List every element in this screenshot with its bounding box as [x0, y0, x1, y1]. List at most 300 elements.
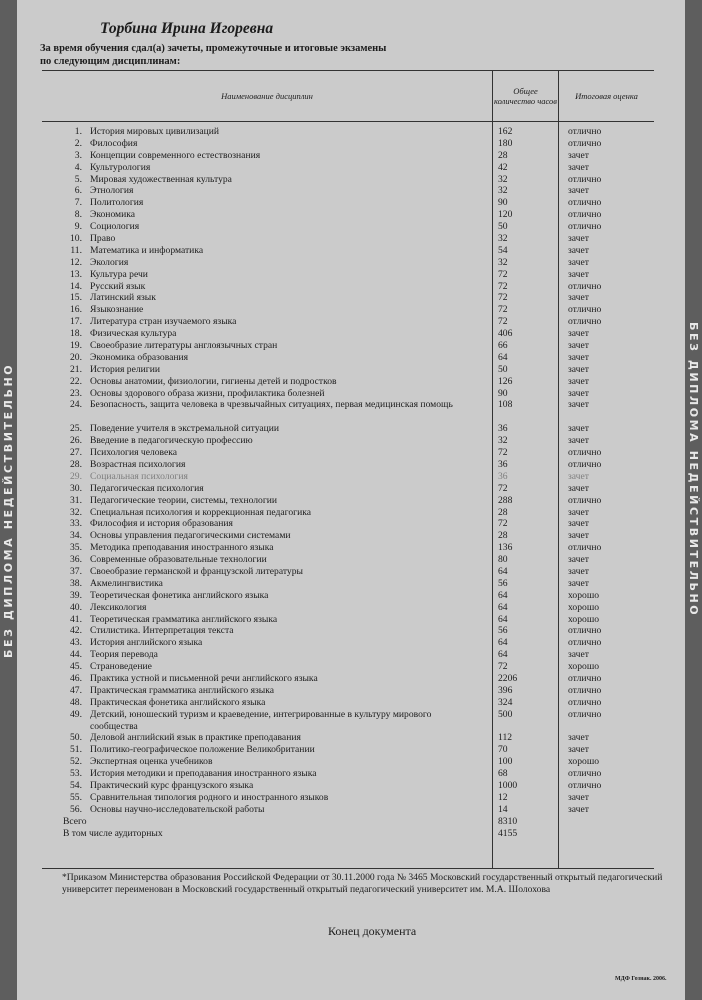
grade-value: зачет — [568, 161, 589, 173]
row-number: 19. — [70, 340, 82, 352]
disciplines-table — [42, 70, 654, 869]
hours-value: 64 — [498, 649, 508, 661]
discipline-name: Концепции современного естествознания — [90, 149, 261, 161]
row-number: 33. — [70, 518, 82, 530]
hours-value: 70 — [498, 744, 508, 756]
hours-value: 80 — [498, 554, 508, 566]
discipline-name: Экономика образования — [90, 351, 189, 363]
hours-value: 28 — [498, 530, 508, 542]
grade-value: отлично — [568, 137, 602, 149]
grade-value: хорошо — [568, 589, 600, 601]
discipline-name: Философия — [90, 137, 138, 149]
hours-value: 64 — [498, 601, 508, 613]
table-row — [42, 614, 654, 626]
hours-value: 12 — [498, 791, 508, 803]
row-number: 8. — [74, 209, 82, 221]
discipline-name: Современные образовательные технологии — [90, 554, 267, 566]
discipline-name: Сравнительная типология родного и иностранного языков — [90, 791, 329, 803]
hours-value: 28 — [498, 149, 508, 161]
total-hours: 8310 — [498, 815, 518, 827]
discipline-name: Языкознание — [90, 304, 144, 316]
table-row — [42, 685, 654, 697]
discipline-name: Теоретическая грамматика английского языка — [90, 613, 278, 625]
table-row — [42, 697, 654, 709]
table-row — [42, 292, 654, 304]
discipline-name: Основы здорового образа жизни, профилактика болезней — [90, 387, 325, 399]
hours-value: 406 — [498, 328, 513, 340]
table-row — [42, 495, 654, 507]
hours-value: 36 — [498, 423, 508, 435]
table-row — [42, 174, 654, 186]
row-number: 28. — [70, 458, 82, 470]
row-number: 21. — [70, 363, 82, 375]
printer-mark: МДФ Гознак. 2006. — [615, 976, 667, 982]
table-row — [42, 780, 654, 792]
table-row — [42, 768, 654, 780]
table-body — [42, 126, 654, 839]
hours-value: 72 — [498, 518, 508, 530]
discipline-name: Политология — [90, 197, 144, 209]
hours-value: 36 — [498, 470, 508, 482]
discipline-name: Культурология — [90, 161, 151, 173]
table-row — [42, 197, 654, 209]
grade-value: отлично — [568, 684, 602, 696]
grade-value: отлично — [568, 197, 602, 209]
grade-value: зачет — [568, 149, 589, 161]
table-row — [42, 756, 654, 768]
grade-value: отлично — [568, 447, 602, 459]
row-number: 47. — [70, 684, 82, 696]
hours-value: 72 — [498, 292, 508, 304]
discipline-name: Экология — [90, 256, 129, 268]
hours-value: 64 — [498, 589, 508, 601]
row-number: 20. — [70, 351, 82, 363]
discipline-name: Латинский язык — [90, 292, 156, 304]
discipline-name: Своеобразие литературы англоязычных стран — [90, 340, 278, 352]
hours-value: 32 — [498, 185, 508, 197]
discipline-name: Безопасность, защита человека в чрезвычайных ситуациях, первая медицинская помощь — [90, 399, 453, 411]
table-row — [42, 435, 654, 447]
total-label: В том числе аудиторных — [63, 827, 163, 839]
hours-value: 162 — [498, 126, 513, 137]
left-security-strip — [0, 0, 17, 1000]
grade-value: зачет — [568, 233, 589, 245]
row-number: 49. — [70, 708, 82, 720]
grade-value: зачет — [568, 732, 589, 744]
table-row — [42, 150, 654, 162]
hours-value: 1000 — [498, 780, 518, 792]
grade-value: отлично — [568, 696, 602, 708]
discipline-name: Специальная психология и коррекционная педагогика — [90, 506, 312, 518]
table-row — [42, 625, 654, 637]
grade-value: отлично — [568, 494, 602, 506]
grade-value: зачет — [568, 268, 589, 280]
row-number: 23. — [70, 387, 82, 399]
table-row — [42, 459, 654, 471]
row-number: 14. — [70, 280, 82, 292]
table-row — [42, 471, 654, 483]
row-number: 54. — [70, 780, 82, 792]
hours-value: 2206 — [498, 672, 518, 684]
grade-value: зачет — [568, 435, 589, 447]
grade-value: зачет — [568, 387, 589, 399]
intro-line-2: по следующим дисциплинам: — [40, 56, 181, 67]
hours-value: 50 — [498, 221, 508, 233]
grade-value: зачет — [568, 351, 589, 363]
total-row — [42, 816, 654, 828]
hours-value: 180 — [498, 137, 513, 149]
discipline-name: Стилистика. Интерпретация текста — [90, 625, 234, 637]
discipline-name: Философия и история образования — [90, 518, 233, 530]
table-row — [42, 602, 654, 614]
hours-value: 72 — [498, 280, 508, 292]
table-row — [42, 590, 654, 602]
row-number: 12. — [70, 256, 82, 268]
hours-value: 100 — [498, 756, 513, 768]
row-number: 10. — [70, 233, 82, 245]
row-number: 37. — [70, 565, 82, 577]
end-of-document: Конец документа — [328, 924, 417, 938]
row-number: 56. — [70, 803, 82, 815]
grade-value: отлично — [568, 768, 602, 780]
table-row — [42, 447, 654, 459]
table-row — [42, 245, 654, 257]
hours-value: 120 — [498, 209, 513, 221]
discipline-name: История религии — [90, 363, 160, 375]
table-row — [42, 126, 654, 138]
discipline-name: Методика преподавания иностранного языка — [90, 542, 274, 554]
discipline-name: Мировая художественная культура — [90, 173, 232, 185]
discipline-name: Поведение учителя в экстремальной ситуации — [90, 423, 280, 435]
discipline-name: Право — [90, 233, 116, 245]
hours-value: 72 — [498, 268, 508, 280]
hours-value: 288 — [498, 494, 513, 506]
row-number: 55. — [70, 791, 82, 803]
discipline-name: Русский язык — [90, 280, 146, 292]
table-row — [42, 566, 654, 578]
hours-value: 64 — [498, 351, 508, 363]
student-name: Торбина Ирина Игоревна — [100, 20, 274, 37]
discipline-name: Основы анатомии, физиологии, гигиены детей и подростков — [90, 375, 337, 387]
table-row — [42, 221, 654, 233]
hours-value: 54 — [498, 244, 508, 256]
table-row — [42, 530, 654, 542]
grade-value: зачет — [568, 423, 589, 435]
table-row — [42, 364, 654, 376]
hours-value: 64 — [498, 613, 508, 625]
table-row — [42, 507, 654, 519]
grade-value: зачет — [568, 803, 589, 815]
row-number: 2. — [74, 137, 82, 149]
row-number: 40. — [70, 601, 82, 613]
hours-value: 72 — [498, 447, 508, 459]
hours-value: 72 — [498, 482, 508, 494]
hours-value: 90 — [498, 387, 508, 399]
header-divider — [42, 121, 654, 122]
hours-value: 32 — [498, 256, 508, 268]
discipline-name: Своеобразие германской и французской литературы — [90, 565, 303, 577]
discipline-name: Социология — [90, 221, 140, 233]
grade-value: зачет — [568, 470, 589, 482]
discipline-name: Литература стран изучаемого языка — [90, 316, 237, 328]
grade-value: отлично — [568, 708, 602, 720]
table-row — [42, 257, 654, 269]
grade-value: зачет — [568, 791, 589, 803]
table-row — [42, 185, 654, 197]
grade-value: отлично — [568, 209, 602, 221]
table-row — [42, 709, 654, 733]
header-discipline: Наименование дисциплин — [221, 91, 313, 101]
grade-value: отлично — [568, 672, 602, 684]
discipline-name: Этнология — [90, 185, 134, 197]
hours-value: 324 — [498, 696, 513, 708]
hours-value: 32 — [498, 173, 508, 185]
hours-value: 64 — [498, 637, 508, 649]
discipline-name: Культура речи — [90, 268, 148, 280]
right-security-strip — [685, 0, 702, 1000]
hours-value: 14 — [498, 803, 508, 815]
hours-value: 112 — [498, 732, 513, 744]
discipline-name: Психология человека — [90, 447, 178, 459]
intro-text — [40, 42, 386, 68]
grade-value: зачет — [568, 518, 589, 530]
grade-value: зачет — [568, 649, 589, 661]
row-number: 17. — [70, 316, 82, 328]
table-row — [42, 328, 654, 340]
row-number: 30. — [70, 482, 82, 494]
hours-value: 126 — [498, 375, 513, 387]
grade-value: зачет — [568, 292, 589, 304]
grade-value: хорошо — [568, 613, 600, 625]
table-row — [42, 732, 654, 744]
grade-value: зачет — [568, 530, 589, 542]
row-number: 16. — [70, 304, 82, 316]
total-row — [42, 828, 654, 840]
discipline-name: Математика и информатика — [90, 244, 204, 256]
grade-value: отлично — [568, 316, 602, 328]
discipline-name: Основы научно-исследовательской работы — [90, 803, 265, 815]
table-row — [42, 649, 654, 661]
table-row — [42, 637, 654, 649]
discipline-name: Лексикология — [90, 601, 147, 613]
grade-value: хорошо — [568, 661, 600, 673]
row-number: 15. — [70, 292, 82, 304]
hours-value: 90 — [498, 197, 508, 209]
right-strip-text: БЕЗ ДИПЛОМА НЕДЕЙСТВИТЕЛЬНО — [687, 322, 700, 618]
row-number: 36. — [70, 554, 82, 566]
discipline-name: Социальная психология — [90, 470, 188, 482]
table-row — [42, 233, 654, 245]
table-row — [42, 209, 654, 221]
table-row — [42, 388, 654, 400]
row-number: 34. — [70, 530, 82, 542]
row-number: 6. — [74, 185, 82, 197]
hours-value: 72 — [498, 304, 508, 316]
grade-value: зачет — [568, 565, 589, 577]
row-number: 51. — [70, 744, 82, 756]
row-number: 52. — [70, 756, 82, 768]
discipline-name: Страноведение — [90, 661, 152, 673]
hours-value: 72 — [498, 316, 508, 328]
hours-value: 56 — [498, 625, 508, 637]
discipline-name: Экономика — [90, 209, 136, 221]
row-number: 7. — [74, 197, 82, 209]
table-row — [42, 578, 654, 590]
total-hours: 4155 — [498, 827, 518, 839]
table-row — [42, 483, 654, 495]
row-number: 1. — [74, 126, 82, 137]
row-number: 53. — [70, 768, 82, 780]
hours-value: 42 — [498, 161, 508, 173]
discipline-name: Педагогическая психология — [90, 482, 204, 494]
hours-value: 32 — [498, 233, 508, 245]
discipline-name: Практика устной и письменной речи английского языка — [90, 672, 318, 684]
grade-value: зачет — [568, 328, 589, 340]
hours-value: 64 — [498, 565, 508, 577]
discipline-name: Практический курс французского языка — [90, 780, 254, 792]
row-number: 42. — [70, 625, 82, 637]
grade-value: отлично — [568, 126, 602, 137]
grade-value: хорошо — [568, 601, 600, 613]
discipline-name: История английского языка — [90, 637, 203, 649]
table-row — [42, 304, 654, 316]
grade-value: зачет — [568, 375, 589, 387]
row-number: 46. — [70, 672, 82, 684]
grade-value: зачет — [568, 256, 589, 268]
row-number: 31. — [70, 494, 82, 506]
row-number: 24. — [70, 399, 82, 411]
hours-value: 500 — [498, 708, 513, 720]
table-row — [42, 138, 654, 150]
table-row — [42, 352, 654, 364]
row-number: 4. — [74, 161, 82, 173]
hours-value: 136 — [498, 542, 513, 554]
hours-value: 36 — [498, 458, 508, 470]
grade-value: зачет — [568, 399, 589, 411]
table-row — [42, 554, 654, 566]
table-row — [42, 162, 654, 174]
discipline-name: Возрастная психология — [90, 458, 186, 470]
discipline-name: Теория перевода — [90, 649, 158, 661]
discipline-name: Политико-географическое положение Великобритании — [90, 744, 315, 756]
row-number: 9. — [74, 221, 82, 233]
grade-value: зачет — [568, 340, 589, 352]
grade-value: отлично — [568, 458, 602, 470]
grade-value: зачет — [568, 482, 589, 494]
discipline-name: Акмелингвистика — [90, 577, 163, 589]
table-row — [42, 804, 654, 816]
hours-value: 66 — [498, 340, 508, 352]
discipline-name: Физическая культура — [90, 328, 177, 340]
row-number: 5. — [74, 173, 82, 185]
hours-value: 32 — [498, 435, 508, 447]
grade-value: отлично — [568, 637, 602, 649]
table-row — [42, 269, 654, 281]
table-row — [42, 423, 654, 435]
discipline-name: Введение в педагогическую профессию — [90, 435, 253, 447]
row-number: 35. — [70, 542, 82, 554]
discipline-name: Детский, юношеский туризм и краеведение, интегрированные в культуру мирового сообщества — [90, 708, 432, 732]
grade-value: отлично — [568, 280, 602, 292]
row-number: 48. — [70, 696, 82, 708]
grade-value: зачет — [568, 744, 589, 756]
table-row — [42, 518, 654, 530]
grade-value: хорошо — [568, 756, 600, 768]
grade-value: отлично — [568, 221, 602, 233]
grade-value: зачет — [568, 244, 589, 256]
grade-value: отлично — [568, 304, 602, 316]
discipline-name: Экспертная оценка учебников — [90, 756, 213, 768]
table-row — [42, 542, 654, 554]
discipline-name: История методики и преподавания иностранного языка — [90, 768, 317, 780]
header-hours: Общее количество часов — [493, 86, 558, 106]
hours-value: 68 — [498, 768, 508, 780]
table-row — [42, 399, 654, 423]
hours-value: 108 — [498, 399, 513, 411]
row-number: 38. — [70, 577, 82, 589]
intro-line-1: За время обучения сдал(а) зачеты, промежуточные и итоговые экзамены — [40, 43, 387, 54]
table-row — [42, 673, 654, 685]
hours-value: 28 — [498, 506, 508, 518]
row-number: 32. — [70, 506, 82, 518]
discipline-name: Педагогические теории, системы, технологии — [90, 494, 278, 506]
grade-value: отлично — [568, 780, 602, 792]
discipline-name: История мировых цивилизаций — [90, 126, 220, 137]
table-row — [42, 744, 654, 756]
row-number: 45. — [70, 661, 82, 673]
table-row — [42, 376, 654, 388]
row-number: 26. — [70, 435, 82, 447]
grade-value: зачет — [568, 577, 589, 589]
row-number: 18. — [70, 328, 82, 340]
row-number: 44. — [70, 649, 82, 661]
discipline-name: Деловой английский язык в практике преподавания — [90, 732, 301, 744]
table-row — [42, 281, 654, 293]
grade-value: зачет — [568, 185, 589, 197]
hours-value: 56 — [498, 577, 508, 589]
row-number: 41. — [70, 613, 82, 625]
table-row — [42, 792, 654, 804]
row-number: 13. — [70, 268, 82, 280]
left-strip-text: БЕЗ ДИПЛОМА НЕДЕЙСТВИТЕЛЬНО — [2, 362, 15, 658]
hours-value: 50 — [498, 363, 508, 375]
footnote: *Приказом Министерства образования Российской Федерации от 30.11.2000 года № 3465 Московский государственный открытый педагогический университет переименован в Московский государственный открытый педагогический университет им. М.А. Шолохова — [62, 872, 663, 895]
row-number: 11. — [70, 244, 82, 256]
table-row — [42, 661, 654, 673]
row-number: 22. — [70, 375, 82, 387]
grade-value: зачет — [568, 363, 589, 375]
grade-value: отлично — [568, 625, 602, 637]
row-number: 50. — [70, 732, 82, 744]
hours-value: 396 — [498, 684, 513, 696]
grade-value: отлично — [568, 542, 602, 554]
row-number: 25. — [70, 423, 82, 435]
row-number: 3. — [74, 149, 82, 161]
row-number: 27. — [70, 447, 82, 459]
row-number: 39. — [70, 589, 82, 601]
hours-value: 72 — [498, 661, 508, 673]
discipline-name: Теоретическая фонетика английского языка — [90, 589, 269, 601]
total-label: Всего — [63, 815, 87, 827]
grade-value: зачет — [568, 554, 589, 566]
header-grade: Итоговая оценка — [575, 91, 638, 101]
row-number: 43. — [70, 637, 82, 649]
grade-value: зачет — [568, 506, 589, 518]
discipline-name: Практическая грамматика английского языка — [90, 684, 275, 696]
table-row — [42, 316, 654, 328]
grade-value: отлично — [568, 173, 602, 185]
discipline-name: Практическая фонетика английского языка — [90, 696, 266, 708]
